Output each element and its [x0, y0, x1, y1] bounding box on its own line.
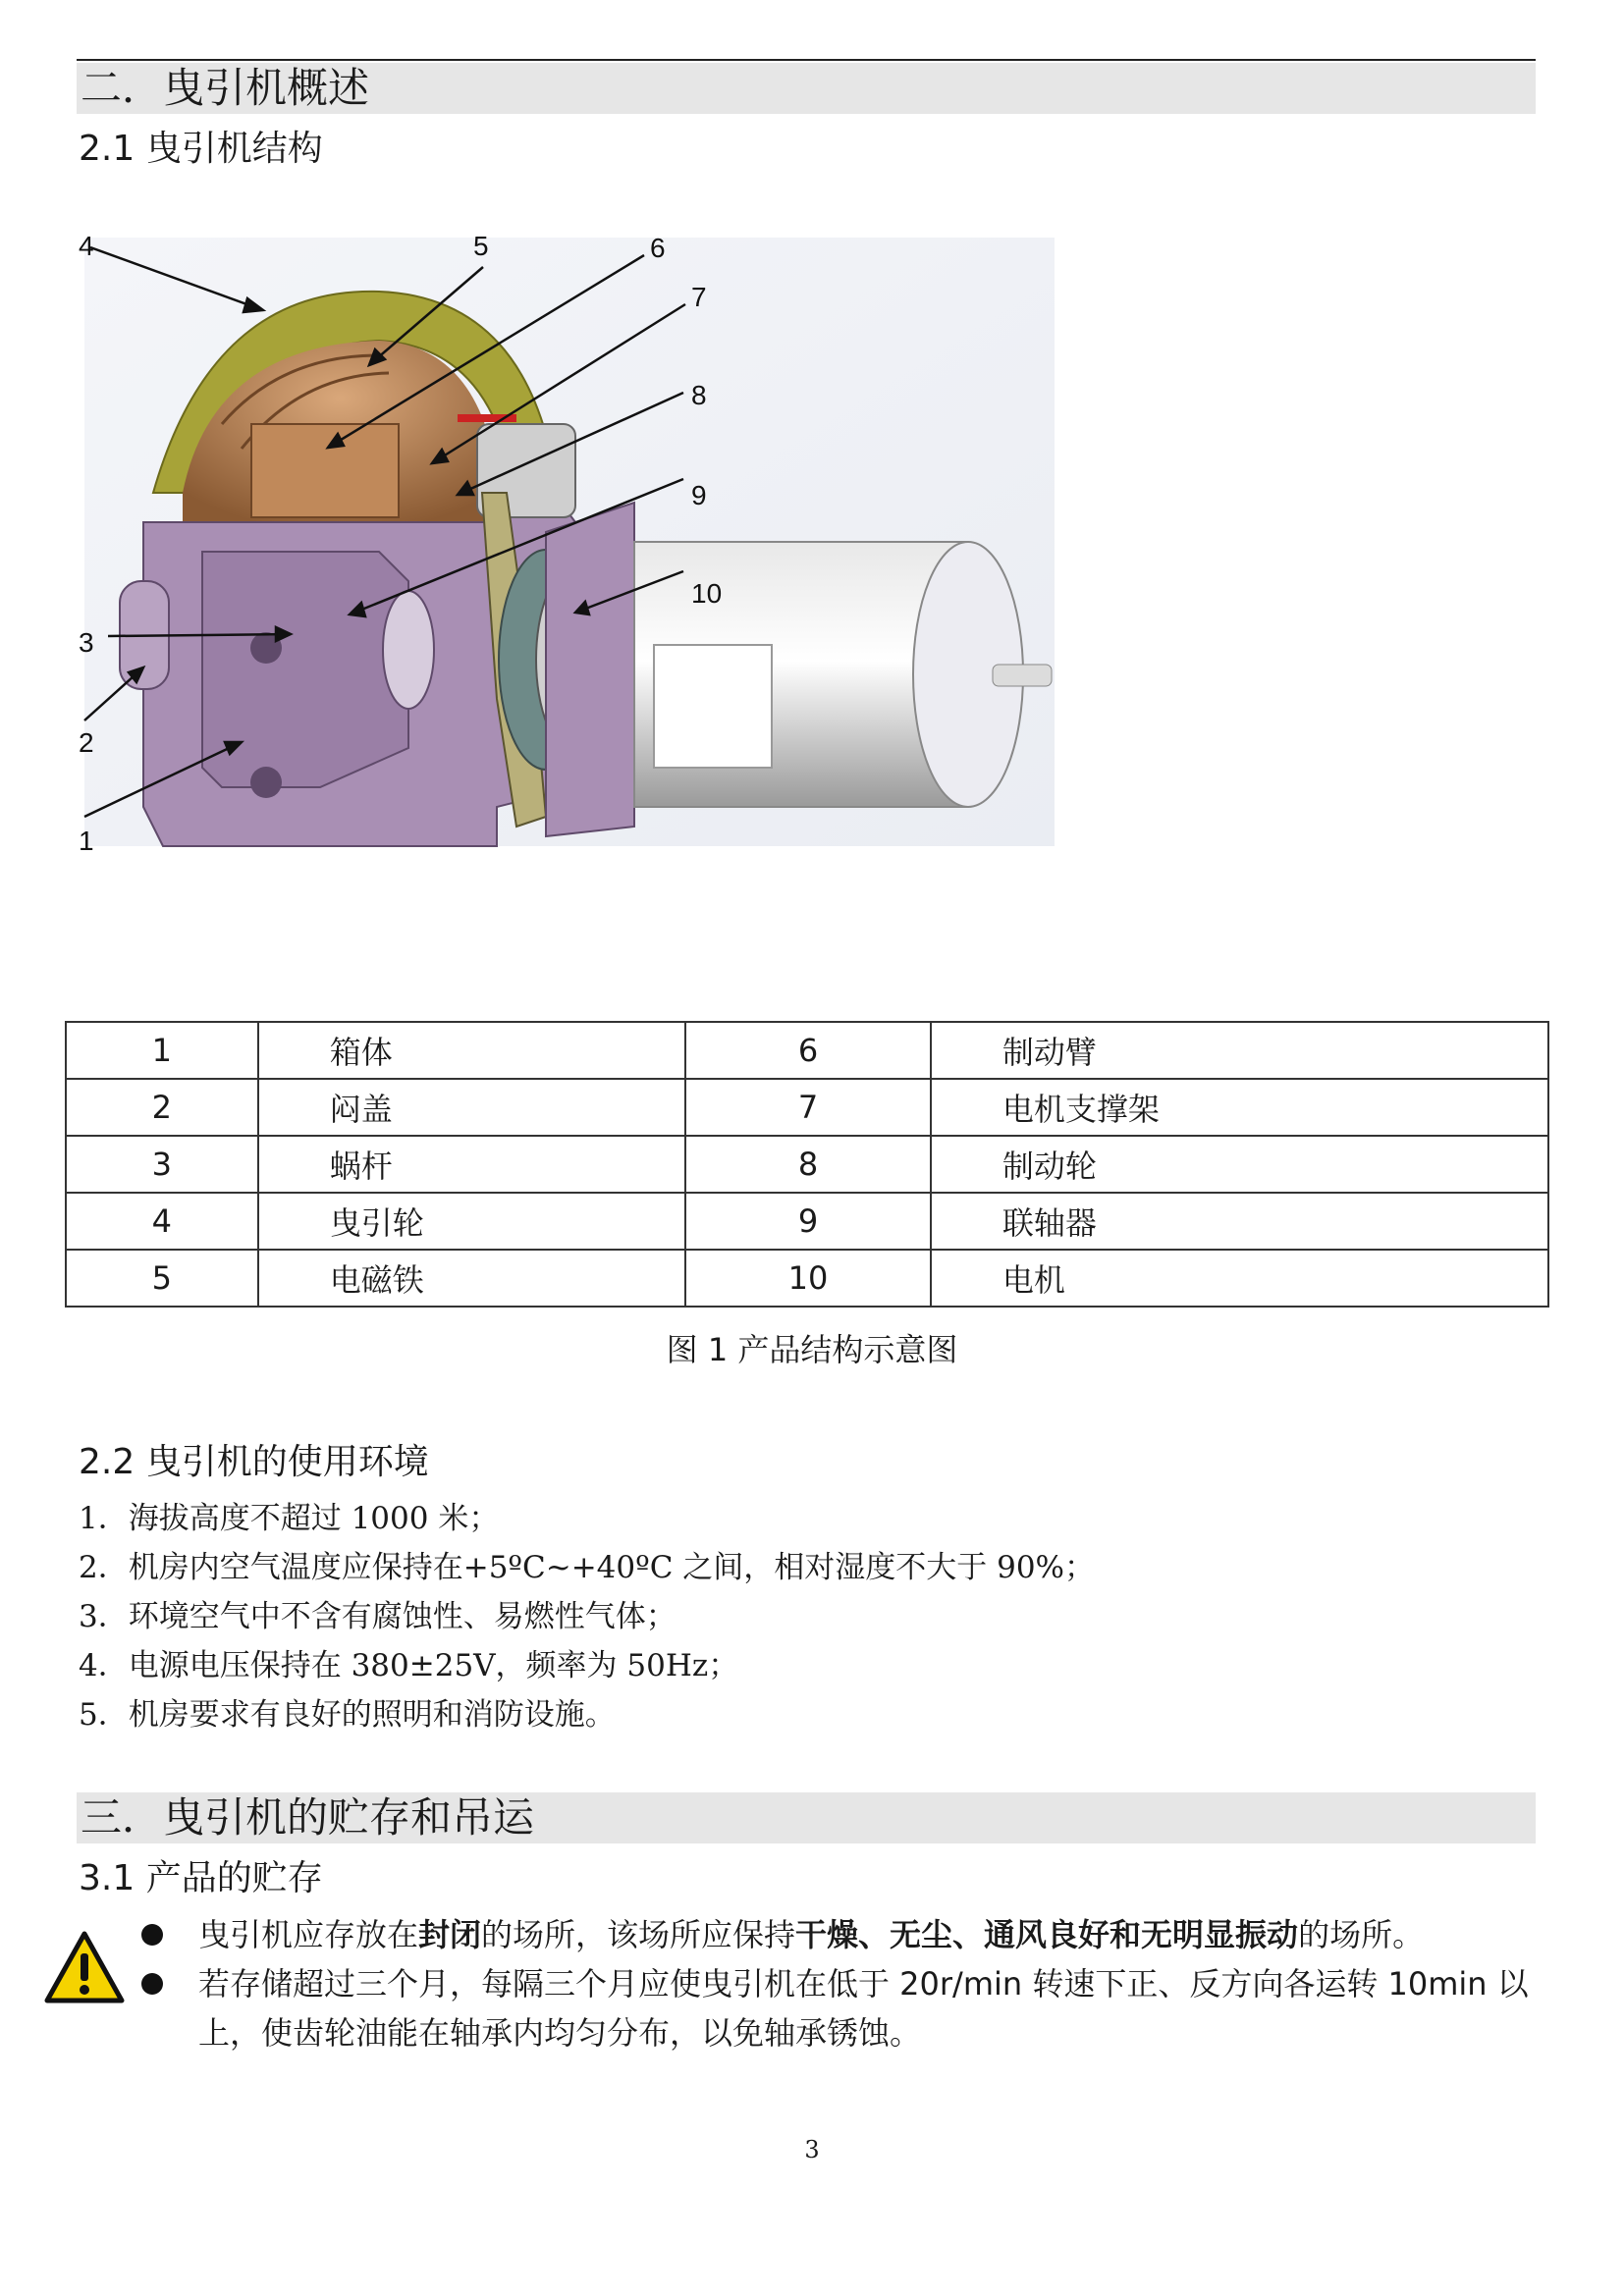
subsection-2-2-title: 2.2 曳引机的使用环境: [79, 1442, 429, 1482]
part-number: 10: [685, 1250, 931, 1307]
part-name: 制动轮: [931, 1136, 1548, 1193]
storage-list: [137, 1910, 1542, 2057]
subsection-3-1-title: 3.1 产品的贮存: [79, 1858, 323, 1898]
callout-7: 7: [691, 282, 707, 312]
part-number: 9: [685, 1193, 931, 1250]
section-2-title: 二．曳引机概述: [77, 63, 1536, 114]
callout-3: 3: [79, 627, 94, 658]
part-name: 电机: [931, 1250, 1548, 1307]
part-name: 电机支撑架: [931, 1079, 1548, 1136]
callout-9: 9: [691, 480, 707, 510]
motor-support: [546, 503, 634, 836]
parts-table: [65, 1021, 1549, 1308]
top-rule: [77, 59, 1536, 61]
figure-caption: 图 1 产品结构示意图: [666, 1331, 958, 1368]
list-item: 若存储超过三个月，每隔三个月应使曳引机在低于 20r/min 转速下正、反方向各运转 10min 以上，使齿轮油能在轴承内均匀分布，以免轴承锈蚀。: [137, 1959, 1542, 2057]
list-item: 3．环境空气中不含有腐蚀性、易燃性气体；: [79, 1599, 677, 1634]
part-name: 制动臂: [931, 1022, 1548, 1079]
table-row: [66, 1250, 1548, 1307]
table-row: [66, 1193, 1548, 1250]
part-name: 闷盖: [258, 1079, 685, 1136]
part-name: 联轴器: [931, 1193, 1548, 1250]
part-number: 7: [685, 1079, 931, 1136]
page-number: 3: [804, 2136, 820, 2163]
part-number: 4: [66, 1193, 258, 1250]
callout-6: 6: [650, 233, 666, 263]
bullet-icon: [141, 1973, 163, 1995]
list-item: 1．海拔高度不超过 1000 米；: [79, 1501, 500, 1536]
part-name: 箱体: [258, 1022, 685, 1079]
list-item: 5．机房要求有良好的照明和消防设施。: [79, 1697, 616, 1733]
list-item: 曳引机应存放在封闭的场所，该场所应保持干燥、无尘、通风良好和无明显振动的场所。: [137, 1910, 1542, 1959]
part-number: 1: [66, 1022, 258, 1079]
subsection-2-1-title: 2.1 曳引机结构: [79, 129, 323, 169]
table-row: [66, 1136, 1548, 1193]
part-number: 6: [685, 1022, 931, 1079]
list-item: 4．电源电压保持在 380±25V，频率为 50Hz；: [79, 1648, 739, 1683]
part-number: 5: [66, 1250, 258, 1307]
table-row: [66, 1079, 1548, 1136]
section-3-title: 三．曳引机的贮存和吊运: [77, 1792, 1536, 1843]
bullet-icon: [141, 1924, 163, 1946]
callout-10: 10: [691, 578, 723, 609]
callout-4: 4: [79, 231, 94, 261]
environment-list: [79, 1494, 1095, 1739]
part-number: 2: [66, 1079, 258, 1136]
traction-machine-illustration: [79, 231, 1055, 856]
traction-machine-figure: [79, 231, 1055, 856]
part-name: 蜗杆: [258, 1136, 685, 1193]
worm-shaft: [383, 591, 434, 709]
part-name: 电磁铁: [258, 1250, 685, 1307]
part-number: 8: [685, 1136, 931, 1193]
part-name: 曳引轮: [258, 1193, 685, 1250]
warning-icon: [43, 1930, 126, 2004]
table-row: [66, 1022, 1548, 1079]
part-number: 3: [66, 1136, 258, 1193]
callout-5: 5: [473, 231, 489, 261]
callout-1: 1: [79, 826, 94, 856]
callout-2: 2: [79, 727, 94, 758]
list-item: 2．机房内空气温度应保持在+5ºC~+40ºC 之间，相对湿度不大于 90%；: [79, 1550, 1096, 1585]
callout-8: 8: [691, 380, 707, 410]
